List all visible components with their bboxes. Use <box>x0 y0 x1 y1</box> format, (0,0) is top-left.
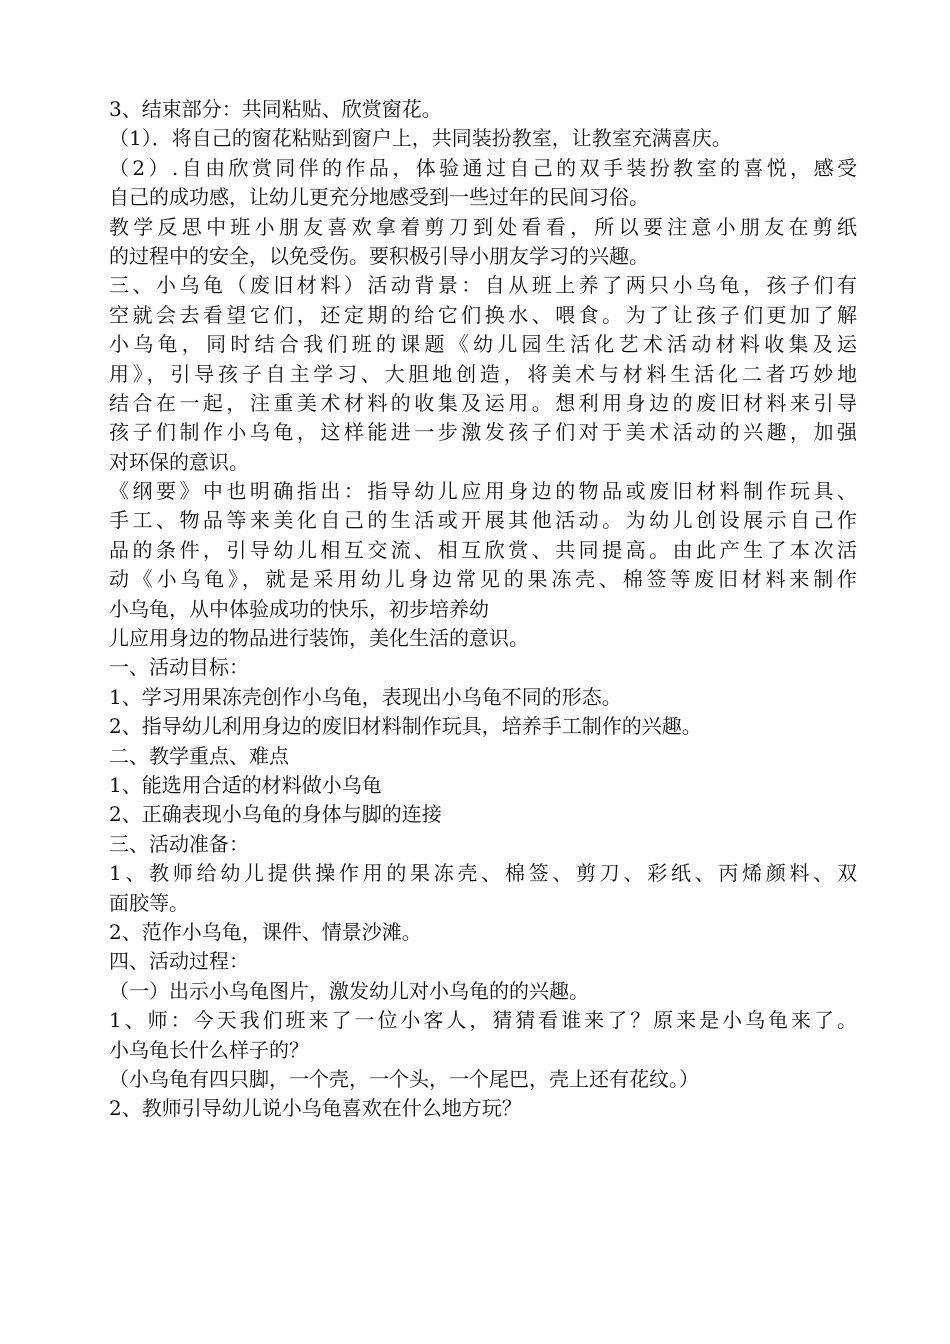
text-line: 3、结束部分：共同粘贴、欣赏窗花。 <box>109 97 442 121</box>
text-line: 2、范作小乌龟，课件、情景沙滩。 <box>109 919 422 944</box>
text-line: 三、小乌龟（废旧材料）活动背景：自从班上养了两只小乌龟，孩子们有 <box>109 273 857 298</box>
text-line: （一）出示小乌龟图片，激发幼儿对小乌龟的的兴趣。 <box>109 978 589 1003</box>
text-line: 手工、物品等来美化自己的生活或开展其他活动。为幼儿创设展示自己作 <box>109 508 857 533</box>
text-line: 1、师：今天我们班来了一位小客人，猜猜看谁来了？原来是小乌龟来了。 <box>109 1008 857 1033</box>
text-line: 儿应用身边的物品进行装饰，美化生活的意识。 <box>109 626 529 651</box>
text-line: 1、教师给幼儿提供操作用的果冻壳、棉签、剪刀、彩纸、丙烯颜料、双 <box>109 861 857 886</box>
text-line: 孩子们制作小乌龟，这样能进一步激发孩子们对于美术活动的兴趣，加强 <box>109 420 857 445</box>
text-line: （2）.自由欣赏同伴的作品，体验通过自己的双手装扮教室的喜悦，感受 <box>109 155 857 180</box>
text-line: 《纲要》中也明确指出：指导幼儿应用身边的物品或废旧材料制作玩具、 <box>109 479 857 504</box>
text-line: 小乌龟长什么样子的？ <box>109 1037 309 1062</box>
text-line: 二、教学重点、难点 <box>109 743 289 768</box>
text-line: 对环保的意识。 <box>109 449 249 474</box>
text-line: 1、能选用合适的材料做小乌龟 <box>109 772 382 797</box>
text-line: 小乌龟，从中体验成功的快乐，初步培养幼 <box>109 596 489 621</box>
text-line: 2、正确表现小乌龟的身体与脚的连接 <box>109 802 442 827</box>
text-line: 用》，引导孩子自主学习、大胆地创造，将美术与材料生活化二者巧妙地 <box>109 361 857 386</box>
document-body <box>109 95 857 1124</box>
text-line: 的过程中的安全，以免受伤。要积极引导小朋友学习的兴趣。 <box>109 243 649 268</box>
text-line: 2、教师引导幼儿说小乌龟喜欢在什么地方玩？ <box>109 1096 522 1121</box>
text-line: 四、活动过程： <box>109 949 249 974</box>
text-line: 一、活动目标： <box>109 655 249 680</box>
text-line: 空就会去看望它们，还定期的给它们换水、喂食。为了让孩子们更加了解 <box>109 302 857 327</box>
text-line: 面胶等。 <box>109 890 189 915</box>
text-line: 小乌龟，同时结合我们班的课题《幼儿园生活化艺术活动材料收集及运 <box>109 332 857 357</box>
text-line: 动《小乌龟》，就是采用幼儿身边常见的果冻壳、棉签等废旧材料来制作 <box>109 567 857 592</box>
text-line: （1）．将自己的窗花粘贴到窗户上，共同装扮教室，让教室充满喜庆。 <box>109 126 732 151</box>
text-line: 2、指导幼儿利用身边的废旧材料制作玩具，培养手工制作的兴趣。 <box>109 714 702 739</box>
text-line: 三、活动准备： <box>109 831 249 856</box>
text-line: 自己的成功感，让幼儿更充分地感受到一些过年的民间习俗。 <box>109 185 649 210</box>
text-line: 1、学习用果冻壳创作小乌龟，表现出小乌龟不同的形态。 <box>109 684 622 709</box>
text-line: 结合在一起，注重美术材料的收集及运用。想利用身边的废旧材料来引导 <box>109 390 857 415</box>
text-line: 教学反思中班小朋友喜欢拿着剪刀到处看看，所以要注意小朋友在剪纸 <box>109 214 857 239</box>
text-line: 品的条件，引导幼儿相互交流、相互欣赏、共同提高。由此产生了本次活 <box>109 537 857 562</box>
text-line: （小乌龟有四只脚，一个壳，一个头，一个尾巴，壳上还有花纹。） <box>109 1066 699 1091</box>
